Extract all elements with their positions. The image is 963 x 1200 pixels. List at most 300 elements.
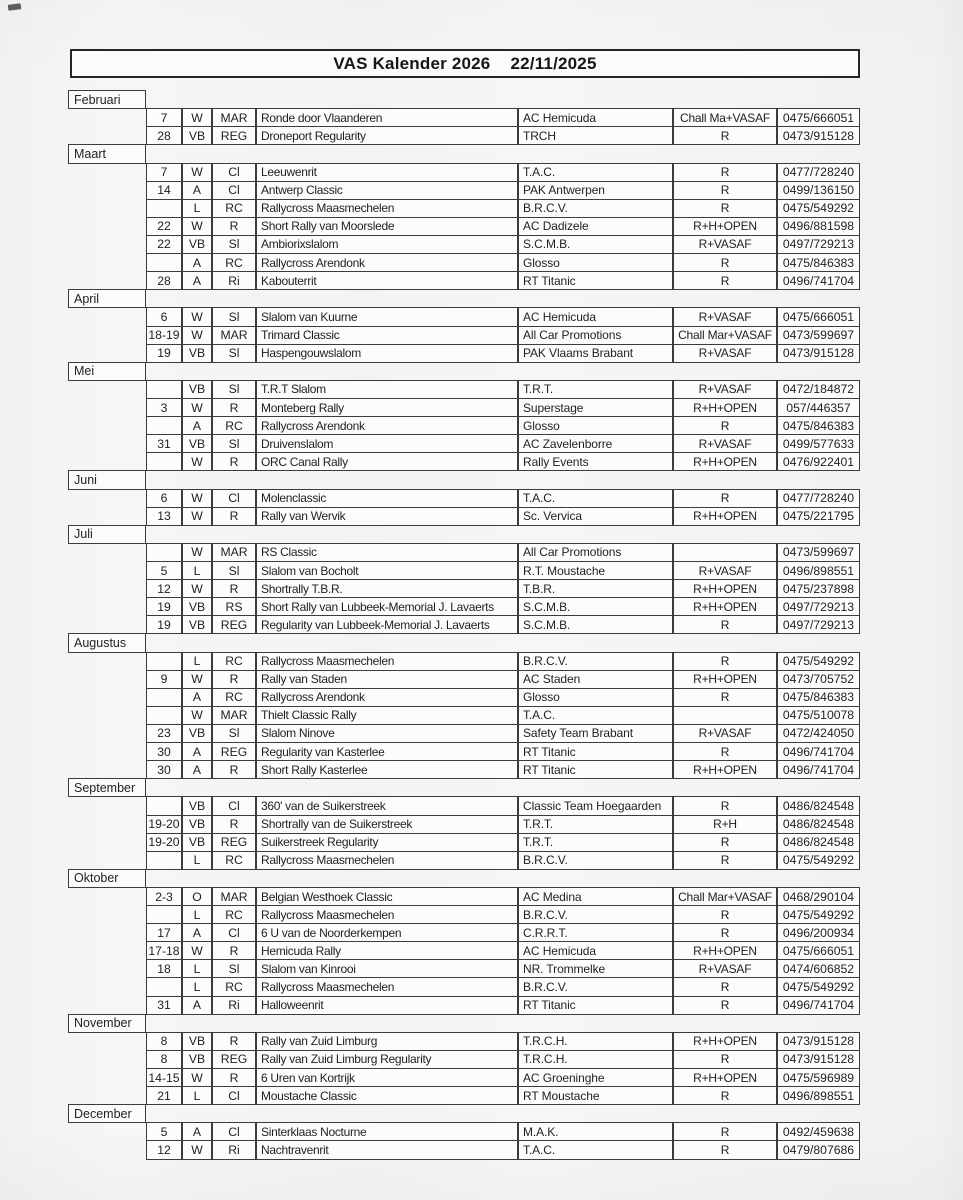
phone-cell: 0475/549292 [777, 652, 860, 671]
event-type-cell: Ri [212, 996, 256, 1015]
province-cell: W [182, 217, 212, 236]
event-row [146, 706, 860, 725]
organizer-cell: Superstage [518, 398, 673, 417]
event-row [146, 108, 860, 127]
phone-cell: 0497/729213 [777, 615, 860, 634]
month-label: Juli [68, 525, 146, 544]
organizer-cell: B.R.C.V. [518, 977, 673, 996]
organizer-cell: C.R.R.T. [518, 923, 673, 942]
event-name-cell: Rally van Wervik [256, 507, 518, 526]
phone-cell: 0473/599697 [777, 543, 860, 562]
classification-cell: R+VASAF [673, 307, 777, 326]
event-row [146, 760, 860, 779]
calendar-table [68, 91, 860, 1160]
organizer-cell: T.R.T. [518, 833, 673, 852]
date-cell [146, 706, 182, 725]
province-cell: L [182, 1086, 212, 1105]
event-type-cell: RC [212, 851, 256, 870]
event-type-cell: REG [212, 742, 256, 761]
classification-cell: Chall Mar+VASAF [673, 326, 777, 345]
province-cell: A [182, 1122, 212, 1141]
event-type-cell: MAR [212, 543, 256, 562]
month-label: Augustus [68, 633, 146, 652]
classification-cell: R [673, 905, 777, 924]
organizer-cell: RT Titanic [518, 742, 673, 761]
classification-cell: R [673, 833, 777, 852]
event-row [146, 507, 860, 526]
event-name-cell: Short Rally Kasterlee [256, 760, 518, 779]
month-header-row [68, 525, 860, 544]
event-type-cell: MAR [212, 887, 256, 906]
organizer-cell: T.R.C.H. [518, 1032, 673, 1051]
classification-cell: R [673, 742, 777, 761]
month-header-row [68, 778, 860, 797]
organizer-cell: AC Staden [518, 670, 673, 689]
classification-cell: R [673, 126, 777, 145]
date-cell [146, 380, 182, 399]
date-cell: 6 [146, 489, 182, 508]
event-row [146, 434, 860, 453]
organizer-cell: All Car Promotions [518, 543, 673, 562]
phone-cell: 0496/200934 [777, 923, 860, 942]
date-cell: 14-15 [146, 1068, 182, 1087]
organizer-cell: S.C.M.B. [518, 615, 673, 634]
event-name-cell: Rallycross Maasmechelen [256, 977, 518, 996]
organizer-cell: Safety Team Brabant [518, 724, 673, 743]
event-type-cell: REG [212, 833, 256, 852]
phone-cell: 0473/915128 [777, 126, 860, 145]
date-cell [146, 851, 182, 870]
organizer-cell: Glosso [518, 416, 673, 435]
event-name-cell: Monteberg Rally [256, 398, 518, 417]
date-cell: 5 [146, 1122, 182, 1141]
event-name-cell: Kabouterrit [256, 271, 518, 290]
date-cell: 3 [146, 398, 182, 417]
event-name-cell: ORC Canal Rally [256, 452, 518, 471]
phone-cell: 0496/741704 [777, 996, 860, 1015]
month-label: April [68, 289, 146, 308]
phone-cell: 0475/846383 [777, 688, 860, 707]
phone-cell: 0475/846383 [777, 253, 860, 272]
event-type-cell: RC [212, 652, 256, 671]
event-name-cell: Rallycross Maasmechelen [256, 652, 518, 671]
classification-cell: R [673, 688, 777, 707]
event-type-cell: Sl [212, 235, 256, 254]
date-cell: 18 [146, 959, 182, 978]
organizer-cell: Classic Team Hoegaarden [518, 796, 673, 815]
classification-cell: R+H+OPEN [673, 398, 777, 417]
event-type-cell: R [212, 507, 256, 526]
classification-cell: R+VASAF [673, 380, 777, 399]
organizer-cell: PAK Antwerpen [518, 181, 673, 200]
event-row [146, 181, 860, 200]
classification-cell: R [673, 796, 777, 815]
event-type-cell: Sl [212, 434, 256, 453]
phone-cell: 0496/741704 [777, 760, 860, 779]
event-row [146, 977, 860, 996]
month-header-row [68, 470, 860, 489]
date-cell: 17 [146, 923, 182, 942]
phone-cell: 0475/237898 [777, 579, 860, 598]
event-name-cell: Molenclassic [256, 489, 518, 508]
event-row [146, 905, 860, 924]
organizer-cell: T.R.T. [518, 815, 673, 834]
event-type-cell: RC [212, 199, 256, 218]
organizer-cell: T.R.T. [518, 380, 673, 399]
organizer-cell: Glosso [518, 253, 673, 272]
province-cell: L [182, 977, 212, 996]
province-cell: VB [182, 235, 212, 254]
event-row [146, 217, 860, 236]
event-name-cell: Regularity van Lubbeek-Memorial J. Lavaerts [256, 615, 518, 634]
province-cell: VB [182, 833, 212, 852]
province-cell: W [182, 1068, 212, 1087]
classification-cell: R+H+OPEN [673, 507, 777, 526]
event-name-cell: Shortrally T.B.R. [256, 579, 518, 598]
event-type-cell: Sl [212, 307, 256, 326]
province-cell: W [182, 163, 212, 182]
classification-cell: R+VASAF [673, 959, 777, 978]
phone-cell: 0475/596989 [777, 1068, 860, 1087]
event-row [146, 1050, 860, 1069]
province-cell: VB [182, 380, 212, 399]
classification-cell: R [673, 416, 777, 435]
event-row [146, 688, 860, 707]
month-header-row [68, 144, 860, 163]
event-name-cell: Rallycross Maasmechelen [256, 905, 518, 924]
date-cell: 2-3 [146, 887, 182, 906]
phone-cell: 0475/221795 [777, 507, 860, 526]
province-cell: VB [182, 597, 212, 616]
province-cell: W [182, 307, 212, 326]
phone-cell: 0473/915128 [777, 1032, 860, 1051]
event-name-cell: Nachtravenrit [256, 1140, 518, 1159]
month-header-row [68, 90, 860, 109]
phone-cell: 0486/824548 [777, 815, 860, 834]
date-cell: 8 [146, 1032, 182, 1051]
event-name-cell: Druivenslalom [256, 434, 518, 453]
organizer-cell: T.A.C. [518, 163, 673, 182]
organizer-cell: Glosso [518, 688, 673, 707]
organizer-cell: B.R.C.V. [518, 652, 673, 671]
phone-cell: 0479/807686 [777, 1140, 860, 1159]
classification-cell: R [673, 181, 777, 200]
phone-cell: 0468/290104 [777, 887, 860, 906]
date-cell: 6 [146, 307, 182, 326]
classification-cell: R+H+OPEN [673, 941, 777, 960]
province-cell: A [182, 923, 212, 942]
event-type-cell: Cl [212, 923, 256, 942]
classification-cell: R [673, 1086, 777, 1105]
classification-cell: R+H+OPEN [673, 1068, 777, 1087]
phone-cell: 0496/741704 [777, 742, 860, 761]
event-name-cell: Sinterklaas Nocturne [256, 1122, 518, 1141]
event-type-cell: Sl [212, 959, 256, 978]
event-name-cell: Shortrally van de Suikerstreek [256, 815, 518, 834]
phone-cell: 0475/510078 [777, 706, 860, 725]
month-header-row [68, 1014, 860, 1033]
province-cell: A [182, 416, 212, 435]
date-cell: 28 [146, 271, 182, 290]
event-row [146, 199, 860, 218]
event-name-cell: Slalom van Kinrooi [256, 959, 518, 978]
event-type-cell: R [212, 398, 256, 417]
province-cell: VB [182, 1032, 212, 1051]
event-name-cell: Trimard Classic [256, 326, 518, 345]
event-type-cell: Cl [212, 181, 256, 200]
event-type-cell: RC [212, 688, 256, 707]
event-type-cell: Ri [212, 271, 256, 290]
phone-cell: 0496/741704 [777, 271, 860, 290]
event-type-cell: R [212, 941, 256, 960]
organizer-cell: AC Zavelenborre [518, 434, 673, 453]
event-type-cell: REG [212, 126, 256, 145]
event-name-cell: 360' van de Suikerstreek [256, 796, 518, 815]
phone-cell: 0473/915128 [777, 1050, 860, 1069]
month-label: November [68, 1014, 146, 1033]
event-type-cell: R [212, 1068, 256, 1087]
province-cell: L [182, 561, 212, 580]
organizer-cell: B.R.C.V. [518, 199, 673, 218]
classification-cell: R+H [673, 815, 777, 834]
classification-cell: R+VASAF [673, 344, 777, 363]
event-name-cell: Rallycross Arendonk [256, 688, 518, 707]
province-cell: W [182, 543, 212, 562]
date-cell: 19 [146, 344, 182, 363]
date-cell: 12 [146, 1140, 182, 1159]
date-cell: 7 [146, 163, 182, 182]
classification-cell: R+H+OPEN [673, 597, 777, 616]
organizer-cell: R.T. Moustache [518, 561, 673, 580]
event-name-cell: Rallycross Arendonk [256, 253, 518, 272]
event-row [146, 1122, 860, 1141]
event-row [146, 887, 860, 906]
classification-cell: R+VASAF [673, 561, 777, 580]
event-name-cell: Halloweenrit [256, 996, 518, 1015]
classification-cell: R [673, 253, 777, 272]
phone-cell: 057/446357 [777, 398, 860, 417]
province-cell: A [182, 253, 212, 272]
event-row [146, 959, 860, 978]
province-cell: VB [182, 724, 212, 743]
event-name-cell: Suikerstreek Regularity [256, 833, 518, 852]
event-row [146, 1068, 860, 1087]
event-type-cell: Cl [212, 489, 256, 508]
event-row [146, 489, 860, 508]
date-cell: 30 [146, 760, 182, 779]
event-type-cell: R [212, 815, 256, 834]
event-row [146, 163, 860, 182]
date-cell [146, 543, 182, 562]
organizer-cell: AC Medina [518, 887, 673, 906]
province-cell: W [182, 452, 212, 471]
date-cell [146, 416, 182, 435]
event-type-cell: Sl [212, 380, 256, 399]
event-type-cell: MAR [212, 108, 256, 127]
classification-cell [673, 543, 777, 562]
organizer-cell: AC Hemicuda [518, 108, 673, 127]
event-row [146, 724, 860, 743]
document-title-box [70, 49, 860, 78]
phone-cell: 0475/666051 [777, 941, 860, 960]
event-row [146, 579, 860, 598]
event-name-cell: 6 Uren van Kortrijk [256, 1068, 518, 1087]
organizer-cell: M.A.K. [518, 1122, 673, 1141]
province-cell: W [182, 670, 212, 689]
month-label: Mei [68, 362, 146, 381]
event-name-cell: Rallycross Maasmechelen [256, 199, 518, 218]
event-row [146, 398, 860, 417]
event-type-cell: R [212, 217, 256, 236]
date-cell [146, 905, 182, 924]
event-type-cell: Sl [212, 724, 256, 743]
classification-cell: R [673, 977, 777, 996]
event-type-cell: Cl [212, 1122, 256, 1141]
event-name-cell: Regularity van Kasterlee [256, 742, 518, 761]
event-row [146, 380, 860, 399]
phone-cell: 0475/549292 [777, 199, 860, 218]
organizer-cell: S.C.M.B. [518, 597, 673, 616]
event-name-cell: Ronde door Vlaanderen [256, 108, 518, 127]
province-cell: W [182, 326, 212, 345]
event-name-cell: Slalom van Kuurne [256, 307, 518, 326]
event-row [146, 815, 860, 834]
province-cell: L [182, 199, 212, 218]
date-cell [146, 796, 182, 815]
event-type-cell: Sl [212, 561, 256, 580]
classification-cell: R [673, 199, 777, 218]
classification-cell: R [673, 923, 777, 942]
event-name-cell: 6 U van de Noorderkempen [256, 923, 518, 942]
organizer-cell: AC Dadizele [518, 217, 673, 236]
classification-cell: R [673, 615, 777, 634]
event-name-cell: Rally van Zuid Limburg Regularity [256, 1050, 518, 1069]
date-cell [146, 977, 182, 996]
event-name-cell: Rallycross Arendonk [256, 416, 518, 435]
organizer-cell: TRCH [518, 126, 673, 145]
phone-cell: 0496/881598 [777, 217, 860, 236]
organizer-cell: RT Moustache [518, 1086, 673, 1105]
organizer-cell: B.R.C.V. [518, 905, 673, 924]
province-cell: L [182, 905, 212, 924]
event-name-cell: Short Rally van Lubbeek-Memorial J. Lavaerts [256, 597, 518, 616]
event-row [146, 561, 860, 580]
classification-cell: R+VASAF [673, 235, 777, 254]
phone-cell: 0473/915128 [777, 344, 860, 363]
date-cell: 22 [146, 217, 182, 236]
classification-cell: R [673, 1050, 777, 1069]
province-cell: W [182, 941, 212, 960]
date-cell [146, 652, 182, 671]
event-type-cell: Cl [212, 1086, 256, 1105]
date-cell [146, 199, 182, 218]
date-cell: 23 [146, 724, 182, 743]
date-cell: 22 [146, 235, 182, 254]
classification-cell: R [673, 489, 777, 508]
phone-cell: 0486/824548 [777, 833, 860, 852]
classification-cell: R [673, 996, 777, 1015]
month-label: Oktober [68, 869, 146, 888]
event-row [146, 126, 860, 145]
province-cell: W [182, 507, 212, 526]
classification-cell: R+H+OPEN [673, 579, 777, 598]
organizer-cell: Rally Events [518, 452, 673, 471]
event-name-cell: RS Classic [256, 543, 518, 562]
date-cell [146, 688, 182, 707]
month-label: Juni [68, 470, 146, 489]
scan-artifact-mark [8, 3, 22, 11]
event-row [146, 344, 860, 363]
classification-cell: R+VASAF [673, 434, 777, 453]
event-name-cell: Haspengouwslalom [256, 344, 518, 363]
date-cell: 18-19 [146, 326, 182, 345]
date-cell: 9 [146, 670, 182, 689]
event-row [146, 1032, 860, 1051]
date-cell [146, 452, 182, 471]
page-title: VAS Kalender 2026 [333, 53, 491, 73]
date-cell: 28 [146, 126, 182, 145]
province-cell: W [182, 489, 212, 508]
classification-cell: R+H+OPEN [673, 670, 777, 689]
phone-cell: 0499/577633 [777, 434, 860, 453]
month-label: Februari [68, 90, 146, 109]
month-header-row [68, 869, 860, 888]
event-row [146, 851, 860, 870]
phone-cell: 0475/666051 [777, 108, 860, 127]
phone-cell: 0475/549292 [777, 977, 860, 996]
date-cell: 30 [146, 742, 182, 761]
classification-cell: R+H+OPEN [673, 1032, 777, 1051]
province-cell: VB [182, 434, 212, 453]
date-cell: 21 [146, 1086, 182, 1105]
event-name-cell: Droneport Regularity [256, 126, 518, 145]
date-cell: 14 [146, 181, 182, 200]
event-type-cell: Cl [212, 796, 256, 815]
event-name-cell: Belgian Westhoek Classic [256, 887, 518, 906]
date-cell: 19-20 [146, 833, 182, 852]
event-name-cell: Leeuwenrit [256, 163, 518, 182]
province-cell: VB [182, 615, 212, 634]
province-cell: L [182, 959, 212, 978]
event-name-cell: Short Rally van Moorslede [256, 217, 518, 236]
province-cell: A [182, 688, 212, 707]
classification-cell: R+H+OPEN [673, 452, 777, 471]
date-cell: 31 [146, 434, 182, 453]
province-cell: W [182, 398, 212, 417]
province-cell: A [182, 760, 212, 779]
province-cell: A [182, 742, 212, 761]
event-row [146, 543, 860, 562]
event-row [146, 1140, 860, 1159]
organizer-cell: T.A.C. [518, 489, 673, 508]
classification-cell: R [673, 271, 777, 290]
event-type-cell: RC [212, 905, 256, 924]
event-type-cell: R [212, 760, 256, 779]
organizer-cell: NR. Trommelke [518, 959, 673, 978]
classification-cell: R [673, 652, 777, 671]
province-cell: W [182, 706, 212, 725]
event-name-cell: Rally van Zuid Limburg [256, 1032, 518, 1051]
event-type-cell: RC [212, 977, 256, 996]
organizer-cell: T.R.C.H. [518, 1050, 673, 1069]
event-name-cell: Rally van Staden [256, 670, 518, 689]
province-cell: VB [182, 815, 212, 834]
organizer-cell: AC Hemicuda [518, 307, 673, 326]
province-cell: L [182, 851, 212, 870]
event-name-cell: Slalom Ninove [256, 724, 518, 743]
phone-cell: 0477/728240 [777, 489, 860, 508]
event-type-cell: Ri [212, 1140, 256, 1159]
